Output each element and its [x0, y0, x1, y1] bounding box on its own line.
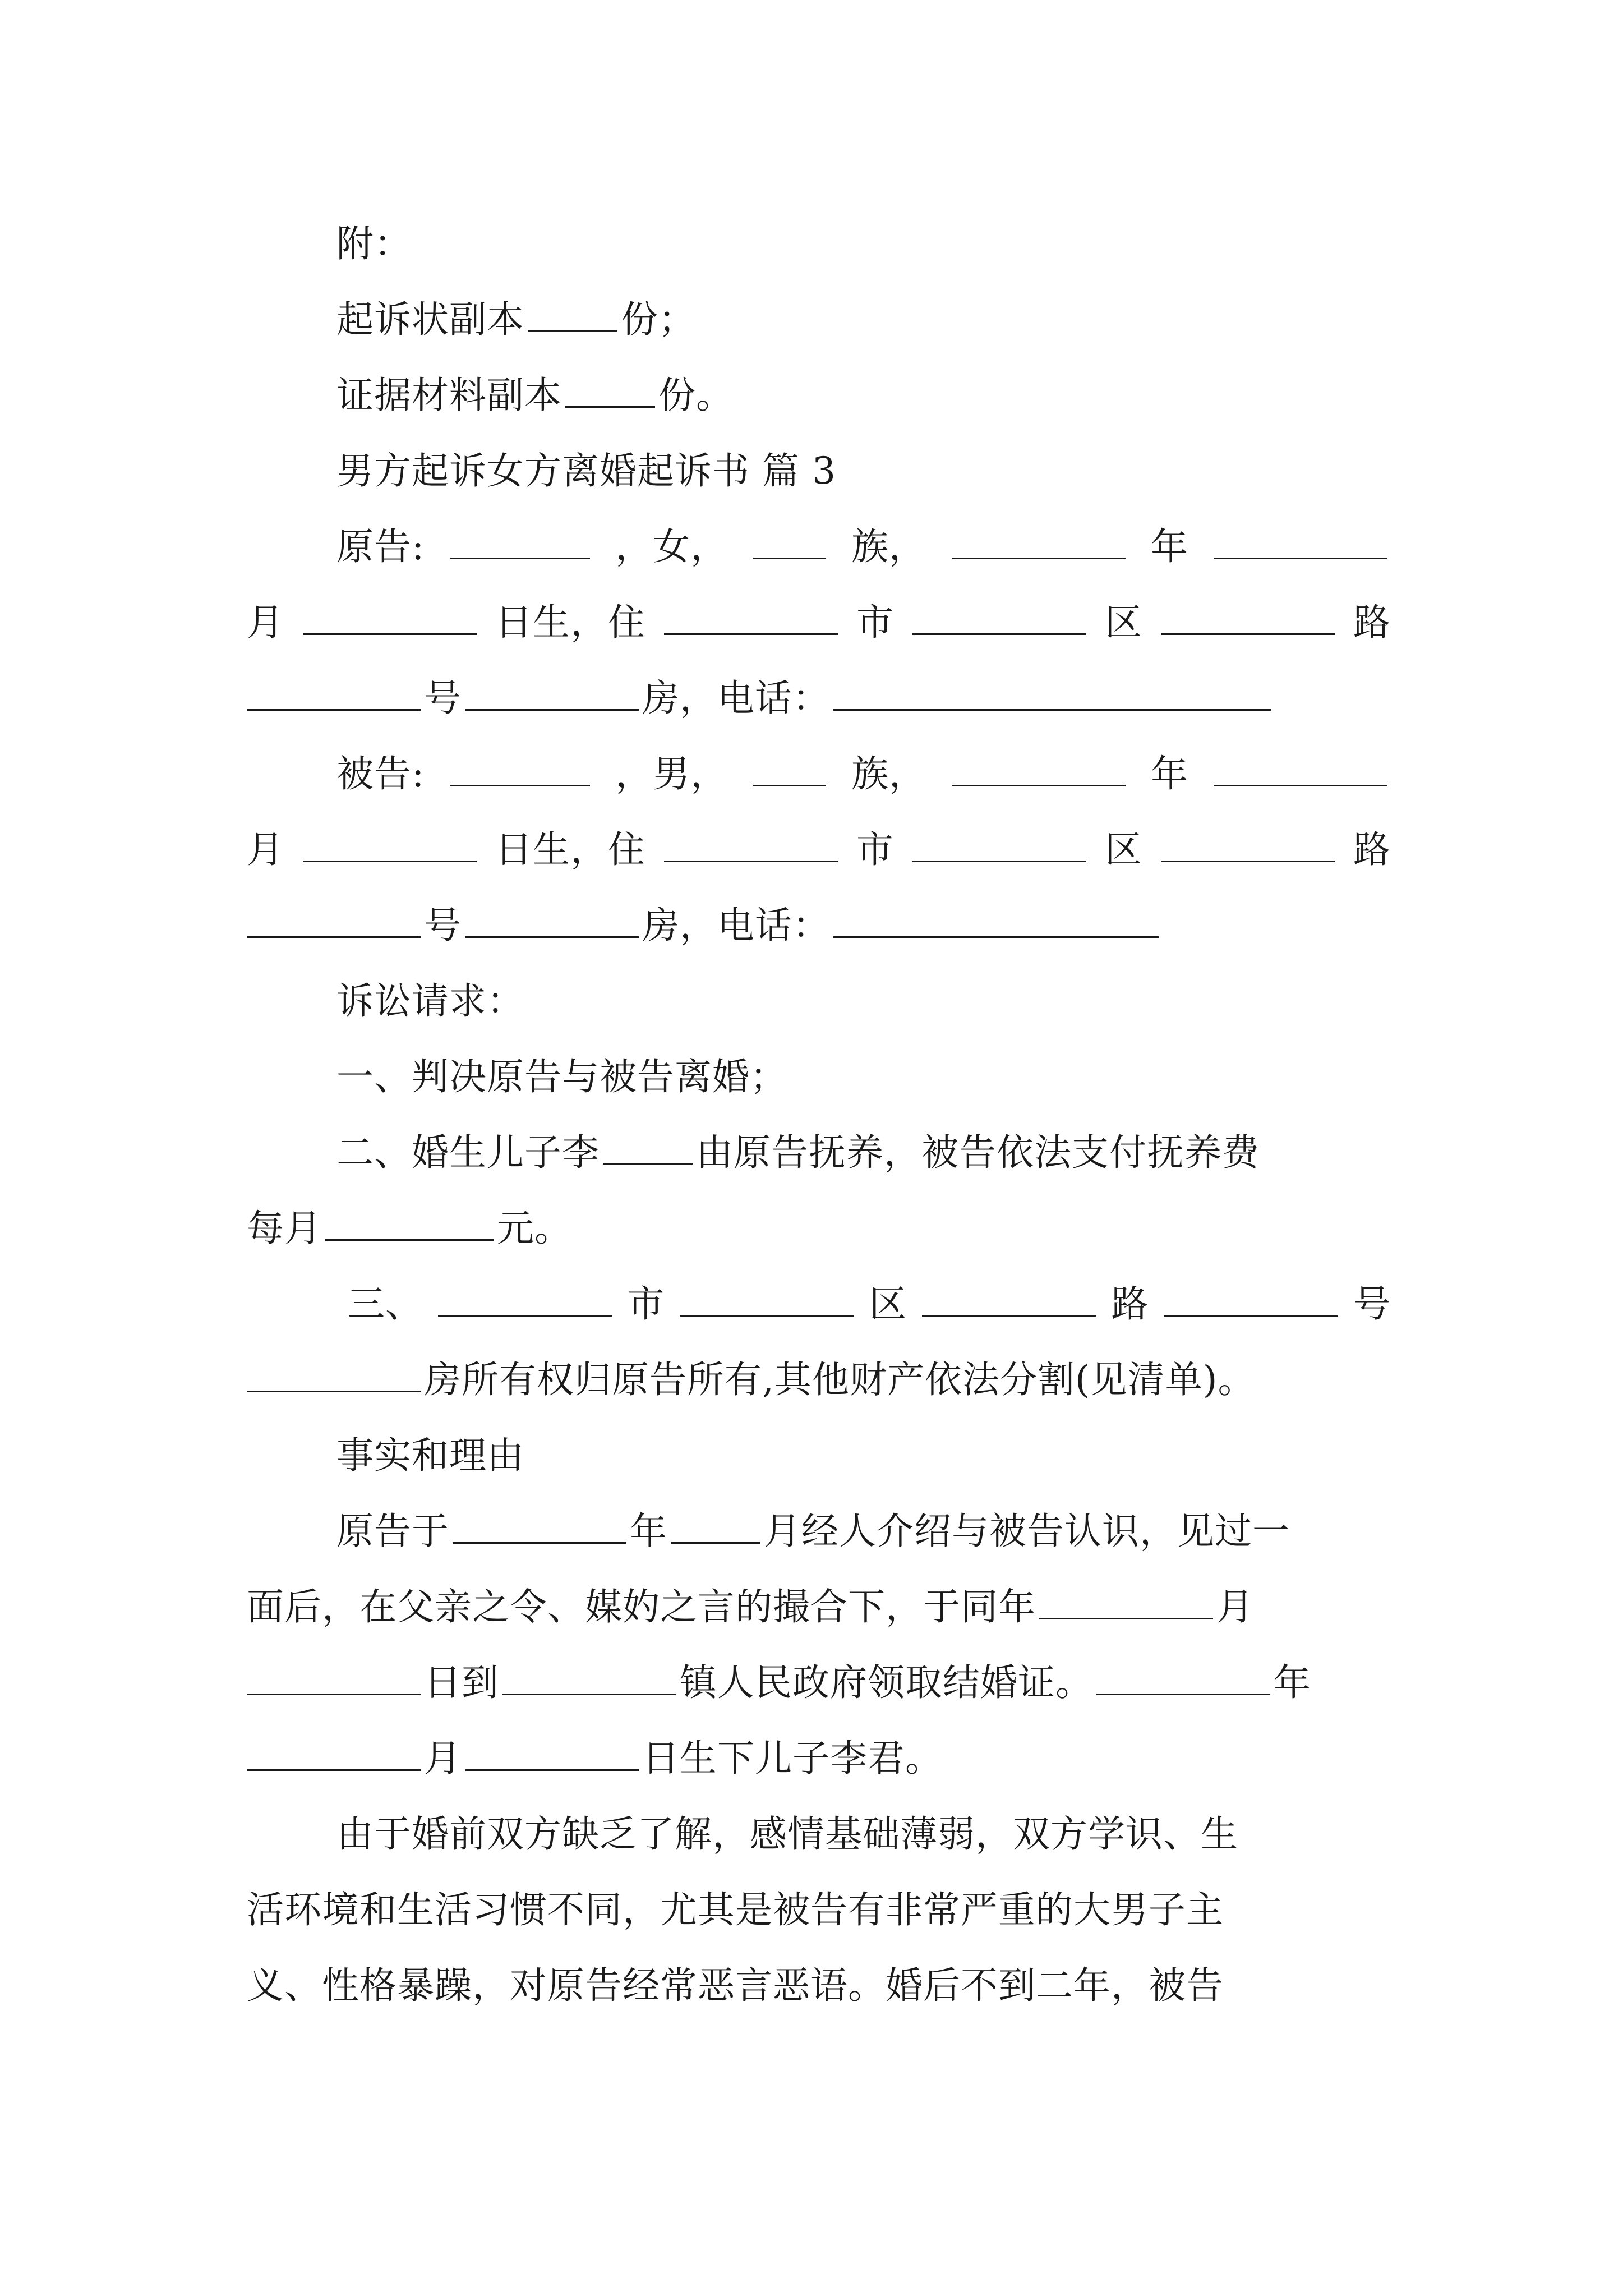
attachment-evidence-copies: 证据材料副本 份。	[336, 374, 734, 417]
claim-3-cont: 房所有权归原告所有,其他财产依法分割(见清单)。	[247, 1352, 1391, 1408]
plaintiff-line-1: 原告: ，女， 族， 年	[247, 519, 1391, 575]
facts-paragraph-2-line-1: 由于婚前双方缺乏了解，感情基础薄弱，双方学识、生	[336, 1812, 1238, 1856]
defendant-line-2: 月 日生，住 市 区 路	[247, 828, 1391, 871]
claims-heading: 诉讼请求：	[336, 979, 524, 1023]
claim-3: 三、 市 区 路 号	[348, 1282, 1391, 1326]
claim-1: 一、判决原告与被告离婚；	[336, 1055, 787, 1098]
plaintiff-line-3: 号 房，电话：	[247, 670, 1391, 726]
copies-blank	[565, 374, 655, 408]
facts-paragraph-1-line-1: 原告于 年 月经人介绍与被告认识，见过一	[336, 1510, 1290, 1553]
facts-paragraph-1-line-2: 面后，在父亲之令、媒妁之言的撮合下，于同年 月	[247, 1585, 1254, 1628]
facts-heading: 事实和理由	[336, 1434, 524, 1477]
section-title: 男方起诉女方离婚起诉书 篇 3	[336, 449, 836, 493]
facts-paragraph-1-line-4: 月 日生下儿子李君。	[247, 1731, 1391, 1787]
copies-blank	[528, 298, 617, 332]
facts-paragraph-2-line-3: 义、性格暴躁，对原告经常恶言恶语。婚后不到二年，被告	[247, 1964, 1224, 2007]
claim-2-cont: 每月 元。	[247, 1207, 572, 1250]
attachment-heading: 附：	[336, 222, 412, 265]
plaintiff-line-2: 月 日生，住 市 区 路	[247, 601, 1391, 644]
defendant-line-1: 被告: ，男， 族， 年	[247, 746, 1391, 802]
defendant-line-3: 号 房，电话：	[247, 898, 1391, 954]
claim-2: 二、婚生儿子李 由原告抚养，被告依法支付抚养费	[336, 1131, 1260, 1174]
phone-blank	[833, 904, 1159, 938]
attachment-complaint-copies: 起诉状副本 份；	[336, 298, 696, 341]
facts-paragraph-1-line-3: 日到 镇人民政府领取结婚证。 年	[247, 1655, 1391, 1711]
phone-blank	[833, 677, 1271, 711]
facts-paragraph-2-line-2: 活环境和生活习惯不同，尤其是被告有非常严重的大男子主	[247, 1888, 1224, 1931]
